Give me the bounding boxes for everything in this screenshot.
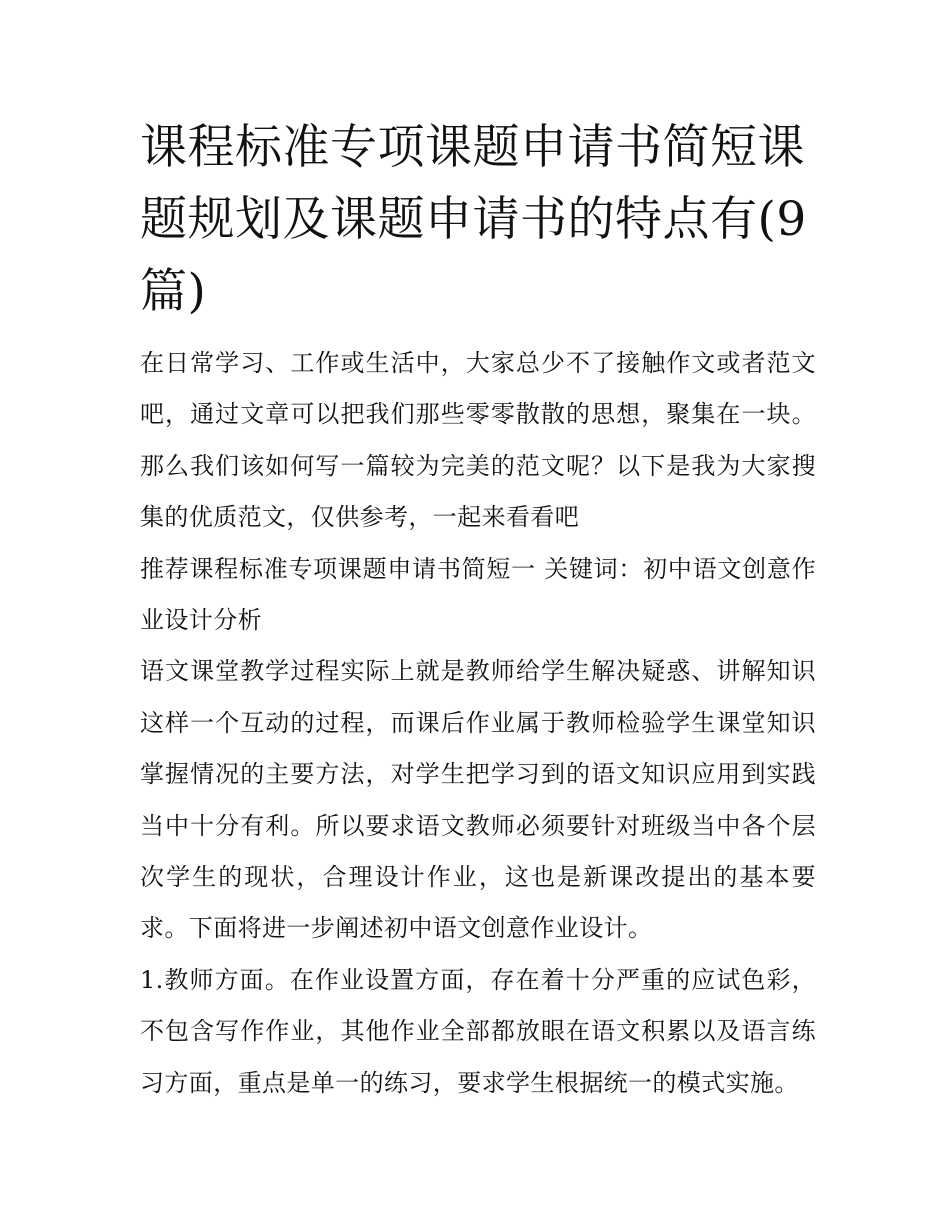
document-title: 课程标准专项课题申请书简短课题规划及课题申请书的特点有(9篇) [140,120,807,319]
teacher-aspect-paragraph: 1.教师方面。在作业设置方面，存在着十分严重的应试色彩，不包含写作作业，其他作业全部都放眼在语文积累以及语言练习方面，重点是单一的练习，要求学生根据统一的模式实施。 [140,965,816,1097]
recommendation-paragraph: 推荐课程标准专项课题申请书简短一 关键词：初中语文创意作业设计分析 [140,554,816,635]
body-paragraph: 语文课堂教学过程实际上就是教师给学生解决疑惑、讲解知识这样一个互动的过程，而课后作业属于教师检验学生课堂知识掌握情况的主要方法，对学生把学习到的语文知识应用到实践当中十分有利。所以要求语文教师必须要针对班级当中各个层次学生的现状，合理设计作业，这也是新课改提出的基本要求。下面将进一步阐述初中语文创意作业设计。 [140,657,816,943]
intro-paragraph: 在日常学习、工作或生活中，大家总少不了接触作文或者范文吧，通过文章可以把我们那些零零散散的思想，聚集在一块。那么我们该如何写一篇较为完美的范文呢？以下是我为大家搜集的优质范文，仅供参考，一起来看看吧 [140,349,816,532]
document-page [140,112,816,1109]
